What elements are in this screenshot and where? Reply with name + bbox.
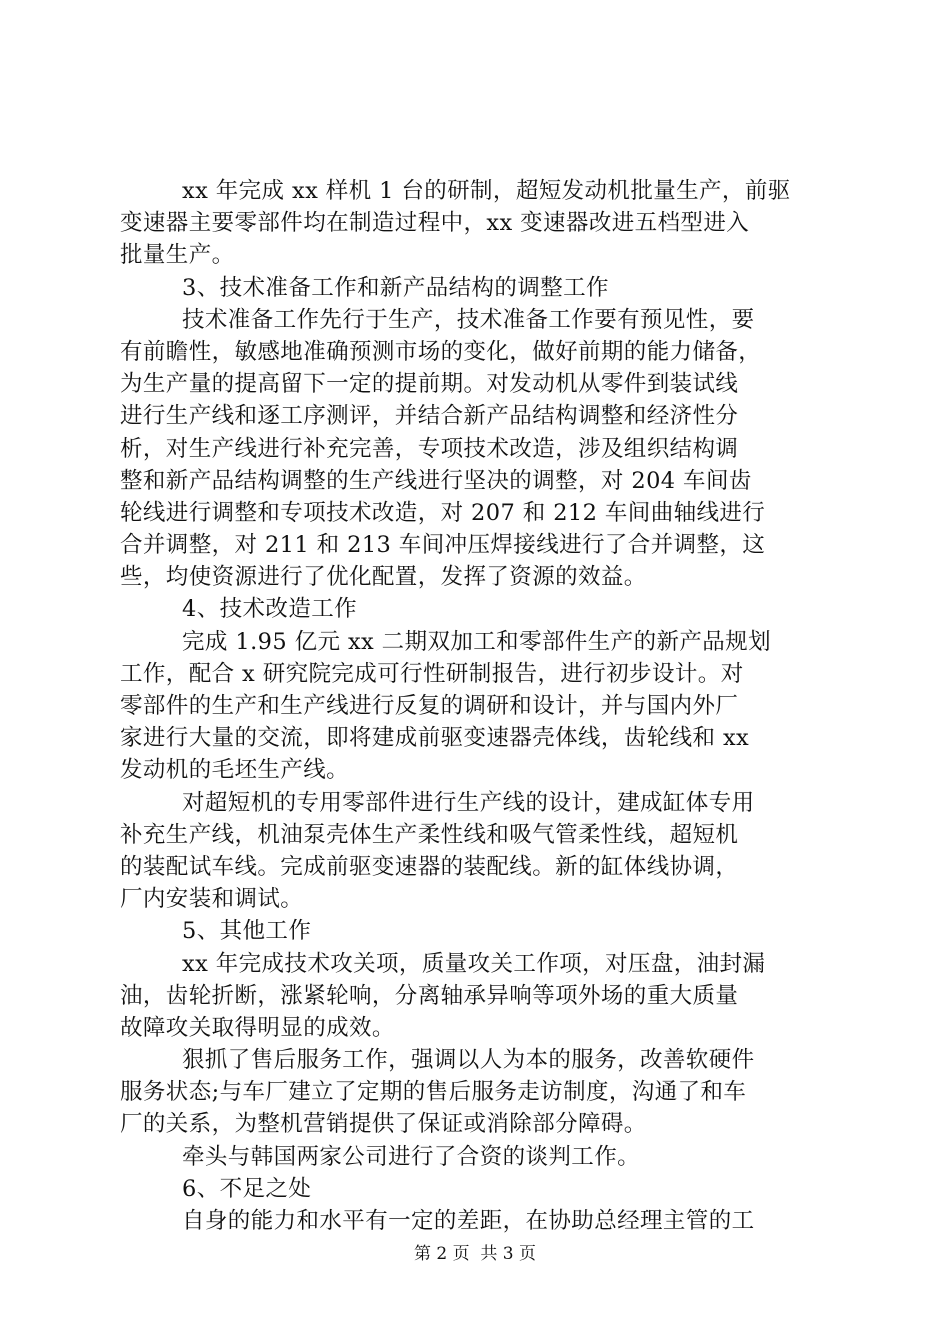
text-line: 完成 1.95 亿元 xx 二期双加工和零部件生产的新产品规划 <box>182 628 771 655</box>
text-line: 3、技术准备工作和新产品结构的调整工作 <box>182 274 609 301</box>
text-line: 发动机的毛坯生产线。 <box>120 757 350 784</box>
text-line: 牵头与韩国两家公司进行了合资的谈判工作。 <box>182 1143 641 1170</box>
document-body <box>120 175 834 1237</box>
text-line: 油，齿轮折断，涨紧轮响，分离轴承异响等项外场的重大质量 <box>120 982 739 1009</box>
text-line: 6、不足之处 <box>182 1175 312 1202</box>
text-line: 零部件的生产和生产线进行反复的调研和设计，并与国内外厂 <box>120 693 739 719</box>
text-line: 进行生产线和逐工序测评，并结合新产品结构调整和经济性分 <box>120 403 739 430</box>
text-line: 补充生产线，机油泵壳体生产柔性线和吸气管柔性线，超短机 <box>120 821 739 848</box>
text-line: 家进行大量的交流，即将建成前驱变速器壳体线，齿轮线和 xx <box>120 725 750 752</box>
text-line: 整和新产品结构调整的生产线进行坚决的调整，对 204 车间齿 <box>120 467 752 494</box>
text-line: 变速器主要零部件均在制造过程中，xx 变速器改进五档型进入 <box>120 210 750 237</box>
text-line: 厂的关系，为整机营销提供了保证或消除部分障碍。 <box>120 1111 647 1138</box>
text-line: 批量生产。 <box>120 242 235 269</box>
text-line: 对超短机的专用零部件进行生产线的设计，建成缸体专用 <box>182 789 755 816</box>
text-line: 厂内安装和调试。 <box>120 886 304 913</box>
page-footer <box>0 1243 950 1265</box>
text-line: 析，对生产线进行补充完善，专项技术改造，涉及组织结构调 <box>120 435 739 462</box>
text-line: xx 年完成技术攻关项，质量攻关工作项，对压盘，油封漏 <box>182 950 766 977</box>
text-line: 服务状态;与车厂建立了定期的售后服务走访制度，沟通了和车 <box>120 1079 747 1106</box>
text-line: 故障攻关取得明显的成效。 <box>120 1014 395 1041</box>
text-line: 轮线进行调整和专项技术改造，对 207 和 212 车间曲轴线进行 <box>120 499 766 526</box>
text-line: xx 年完成 xx 样机 1 台的研制，超短发动机批量生产，前驱 <box>182 178 791 204</box>
page-number-label: 第 2 页 共 3 页 <box>413 1244 537 1264</box>
text-line: 的装配试车线。完成前驱变速器的装配线。新的缸体线协调， <box>120 853 739 880</box>
text-line: 工作，配合 x 研究院完成可行性研制报告，进行初步设计。对 <box>120 660 744 687</box>
text-line: 技术准备工作先行于生产，技术准备工作要有预见性，要 <box>182 306 755 333</box>
text-line: 5、其他工作 <box>182 918 312 945</box>
text-line: 合并调整，对 211 和 213 车间冲压焊接线进行了合并调整，这 <box>120 532 766 559</box>
text-line: 4、技术改造工作 <box>182 596 358 623</box>
text-line: 自身的能力和水平有一定的差距，在协助总经理主管的工 <box>182 1208 755 1234</box>
text-line: 有前瞻性，敏感地准确预测市场的变化，做好前期的能力储备， <box>120 338 762 365</box>
text-line: 些，均使资源进行了优化配置，发挥了资源的效益。 <box>120 564 647 591</box>
text-line: 为生产量的提高留下一定的提前期。对发动机从零件到装试线 <box>120 371 739 398</box>
text-line: 狠抓了售后服务工作，强调以人为本的服务，改善软硬件 <box>182 1047 755 1074</box>
